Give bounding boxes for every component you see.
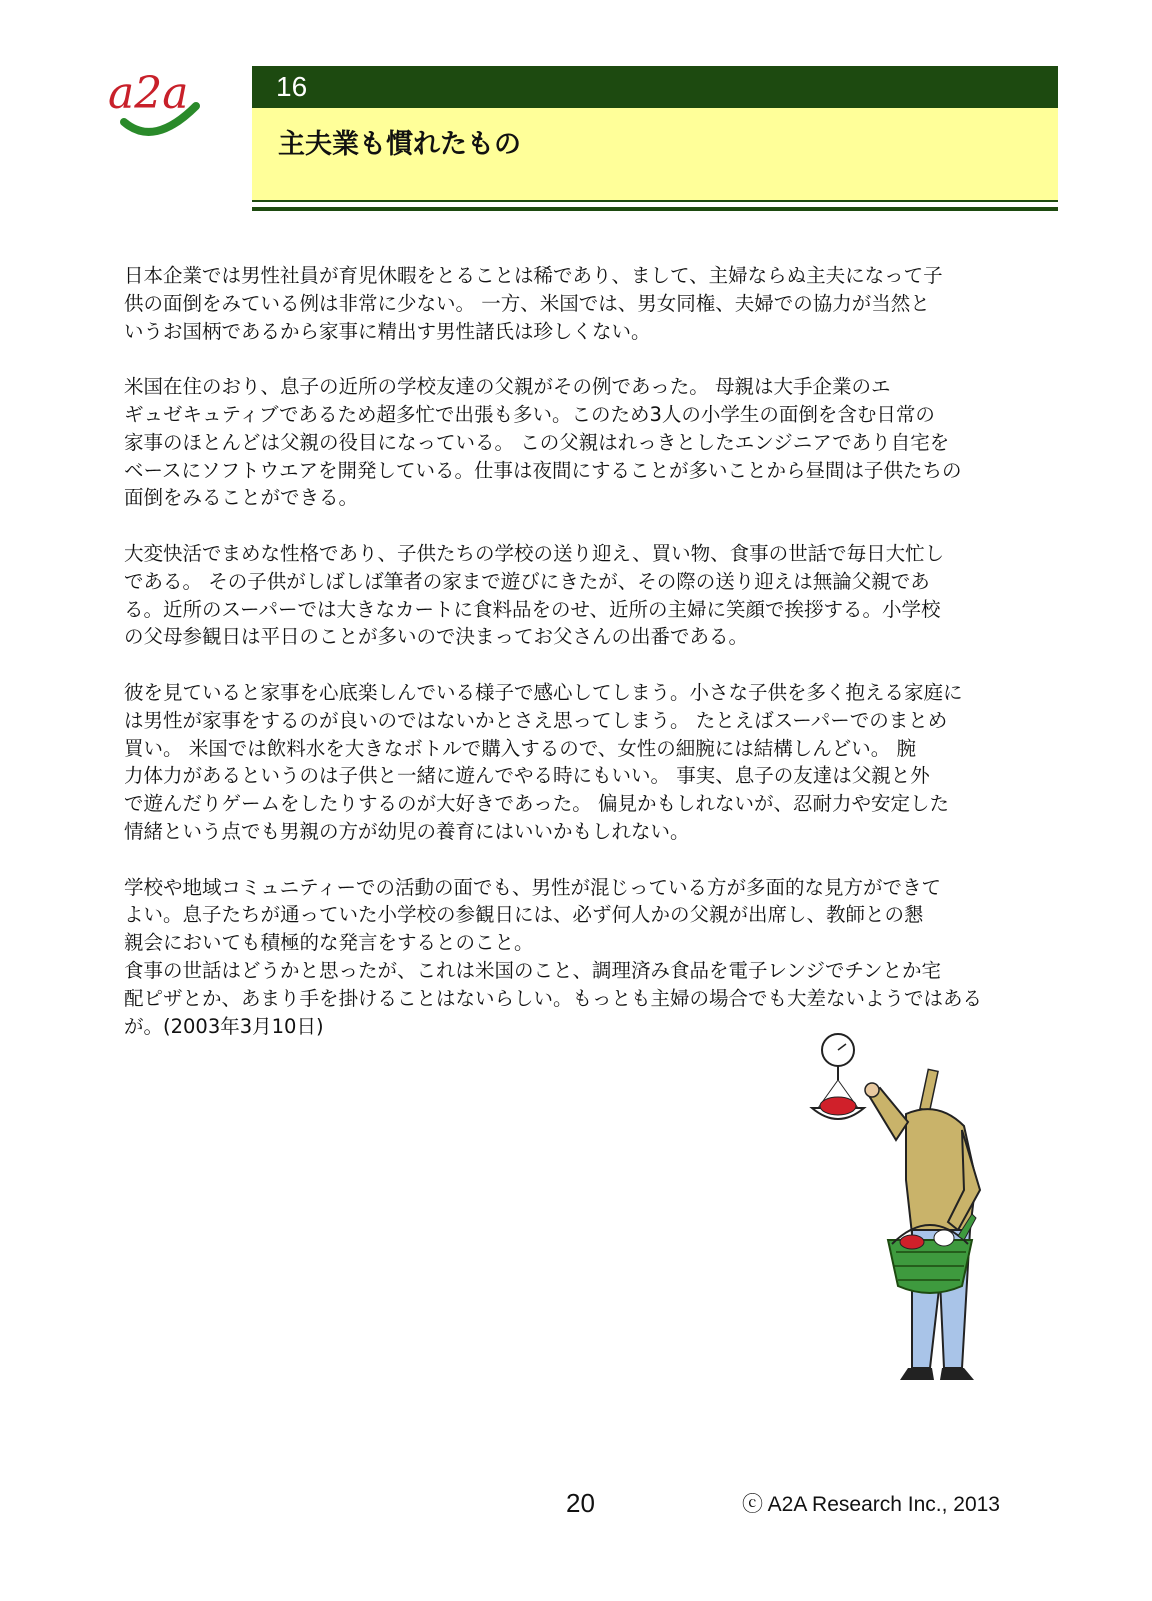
chapter-header-bar [252,66,1058,108]
chapter-number: 16 [276,71,308,102]
a2a-logo-mark [104,60,216,150]
paragraph: 米国在住のおり、息子の近所の学校友達の父親がその例であった。 母親は大手企業のエ ギュゼキュティブであるため超多忙で出張も多い。このため3人の小学生の面倒を含む日常の 家事のほとんどは父親の役目になっている。 この父親はれっきとしたエンジニアであり自宅を ベースにソフトウエアを開発している。仕事は夜間にすることが多いことから昼間は子供たちの 面倒をみることができる。 [124,375,962,510]
header-divider-thin [252,200,1058,202]
paragraph: 日本企業では男性社員が育児休暇をとることは稀であり、まして、主婦ならぬ主夫になって子 供の面倒をみている例は非常に少ない。 一方、米国では、男女同権、夫婦での協力が当然と いうお国柄であるから家事に精出す男性諸氏は珍しくない。 [124,264,943,343]
a2a-logo [104,60,216,150]
paragraph: 食事の世話はどうかと思ったが、これは米国のこと、調理済み食品を電子レンジでチンとか宅 配ピザとか、あまり手を掛けることはないらしい。もっとも主婦の場合でも大差ないようではある が。(2003年3月10日) [124,958,983,1038]
copyright-notice: ⓒ A2A Research Inc., 2013 [742,1493,1000,1516]
paragraph: 学校や地域コミュニティーでの活動の面でも、男性が混じっている方が多面的な見方ができて よい。息子たちが通っていた小学校の参観日には、必ず何人かの父親が出席し、教師との懇 親会においても積極的な発言をするとのこと。 [124,875,942,955]
header-divider-thick [252,207,1058,211]
shopping-man-illustration [808,1030,1008,1400]
shopping-man-icon [808,1030,1008,1400]
logo-text: a2a [108,68,189,119]
page-title: 主夫業も慣れたもの [278,129,521,160]
paragraph: 大変快活でまめな性格であり、子供たちの学校の送り迎え、買い物、食事の世話で毎日大忙し である。 その子供がしばしば筆者の家まで遊びにきたが、その際の送り迎えは無論父親であ る。近所のスーパーでは大きなカートに食料品をのせ、近所の主婦に笑顔で挨拶する。小学校 の父母参観日は平日のことが多いので決まってお父さんの出番である。 [124,541,945,649]
page-number: 20 [566,1488,595,1518]
paragraph: 彼を見ていると家事を心底楽しんでいる様子で感心してしまう。小さな子供を多く抱える家庭に は男性が家事をするのが良いのではないかとさえ思ってしまう。 たとえばスーパーでのまとめ 買い。 米国では飲料水を大きなボトルで購入するので、女性の細腕には結構しんどい。 腕 力体力があるというのは子供と一緒に遊んでやる時にもいい。 事実、息子の友達は父親と外 で遊んだりゲームをしたりするのが大好きであった。 偏見かもしれないが、忍耐力や安定した 情緒という点でも男親の方が幼児の養育にはいいかもしれない。 [124,680,963,843]
article-body [124,262,1044,1040]
title-box [252,108,1058,200]
